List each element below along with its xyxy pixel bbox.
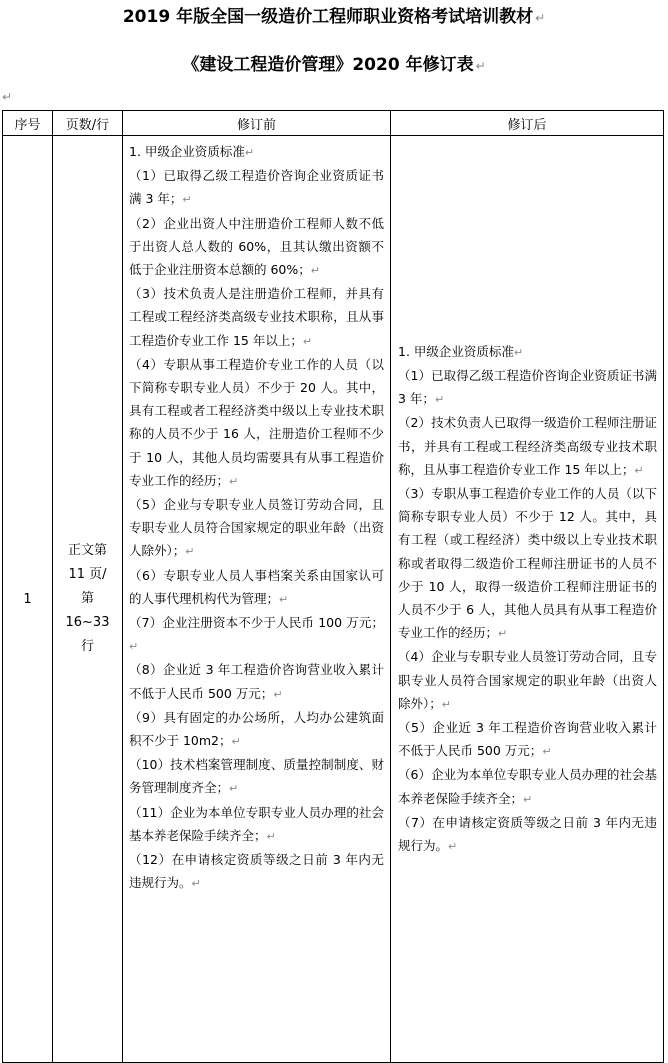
before-item: （4）专职从事工程造价专业工作的人员（以下简称专职专业人员）不少于 20 人。其中，具有工程或者工程经济类中级以上专业技术职称的人员不少于 16 人，注册造价工程师不少于 10 人，其他人员均需要具有从事工程造价专业工作的经历； ↵: [129, 353, 384, 493]
before-item: （7）企业注册资本不少于人民币 100 万元； ↵: [129, 611, 384, 658]
paragraph-mark-icon: ↵: [2, 90, 13, 104]
paragraph-mark-icon: ↵: [535, 11, 546, 25]
before-item: 1. 甲级企业资质标准 ↵: [129, 140, 384, 164]
doc-title-line2: [0, 50, 668, 75]
before-item: （9）具有固定的办公场所，人均办公建筑面积不少于 10m2； ↵: [129, 706, 384, 753]
page-line: 16~33: [65, 615, 110, 630]
page-line: 第: [80, 591, 94, 606]
cell-page-lines: [53, 136, 123, 1063]
paragraph-mark-icon: ↵: [475, 59, 486, 73]
before-item: （11）企业为本单位专职专业人员办理的社会基本养老保险手续齐全； ↵: [129, 801, 384, 848]
doc-title-line1: [0, 2, 668, 27]
cell-after: [391, 136, 664, 1063]
page-line: 11 页/: [68, 567, 107, 582]
before-item: （6）专职专业人员人事档案关系由国家认可的人事代理机构代为管理； ↵: [129, 564, 384, 611]
after-item: （7）在申请核定资质等级之日前 3 年内无违规行为。 ↵: [398, 811, 657, 858]
before-item: （3）技术负责人是注册造价工程师，并具有工程或工程经济类高级专业技术职称，且从事工程造价专业工作 15 年以上； ↵: [129, 282, 384, 353]
doc-title-line2-text: 《建设工程造价管理》2020 年修订表: [182, 55, 474, 75]
after-item: （6）企业为本单位专职专业人员办理的社会基本养老保险手续齐全； ↵: [398, 763, 657, 810]
before-item: （2）企业出资人中注册造价工程师人数不低于出资人总人数的 60%，且其认缴出资额不低于企业注册资本总额的 60%； ↵: [129, 212, 384, 283]
table-header-row: [3, 111, 664, 136]
cell-before: [123, 136, 391, 1063]
before-item: （5）企业与专职专业人员签订劳动合同，且专职专业人员符合国家规定的职业年龄（出资人除外）； ↵: [129, 493, 384, 564]
before-item: （8）企业近 3 年工程造价咨询营业收入累计不低于人民币 500 万元； ↵: [129, 658, 384, 705]
after-item: （3）专职从事工程造价专业工作的人员（以下简称专职专业人员）不少于 12 人。其中，具有工程（或工程经济）类中级以上专业技术职称或者取得二级造价工程师注册证书的人员不少于 10 人，取得一级造价工程师注册证书的人员不少于 6 人，其他人员具有从事工程造价专业工作的经历； ↵: [398, 482, 657, 645]
revision-table: [2, 110, 664, 1063]
header-seq: 序号: [3, 111, 53, 136]
header-before: 修订前: [123, 111, 391, 136]
before-item: （10）技术档案管理制度、质量控制制度、财务管理制度齐全； ↵: [129, 753, 384, 800]
before-item: （12）在申请核定资质等级之日前 3 年内无违规行为。 ↵: [129, 848, 384, 895]
before-item: （1）已取得乙级工程造价咨询企业资质证书满 3 年； ↵: [129, 164, 384, 211]
after-item: （4）企业与专职专业人员签订劳动合同，且专职专业人员符合国家规定的职业年龄（出资人除外）； ↵: [398, 645, 657, 716]
header-after: 修订后: [391, 111, 664, 136]
page-line: 正文第: [67, 543, 107, 558]
header-page-lines: 页数/行: [53, 111, 123, 136]
after-item: 1. 甲级企业资质标准 ↵: [398, 340, 657, 364]
doc-title-line1-text: 2019 年版全国一级造价工程师职业资格考试培训教材: [122, 7, 534, 27]
after-item: （1）已取得乙级工程造价咨询企业资质证书满 3 年； ↵: [398, 364, 657, 411]
table-row: [3, 136, 664, 1063]
page-line: 行: [80, 639, 94, 654]
after-item: （2）技术负责人已取得一级造价工程师注册证书，并具有工程或工程经济类高级专业技术职称，且从事工程造价专业工作 15 年以上； ↵: [398, 411, 657, 482]
after-item: （5）企业近 3 年工程造价咨询营业收入累计不低于人民币 500 万元； ↵: [398, 716, 657, 763]
cell-seq: 1: [3, 136, 53, 1063]
